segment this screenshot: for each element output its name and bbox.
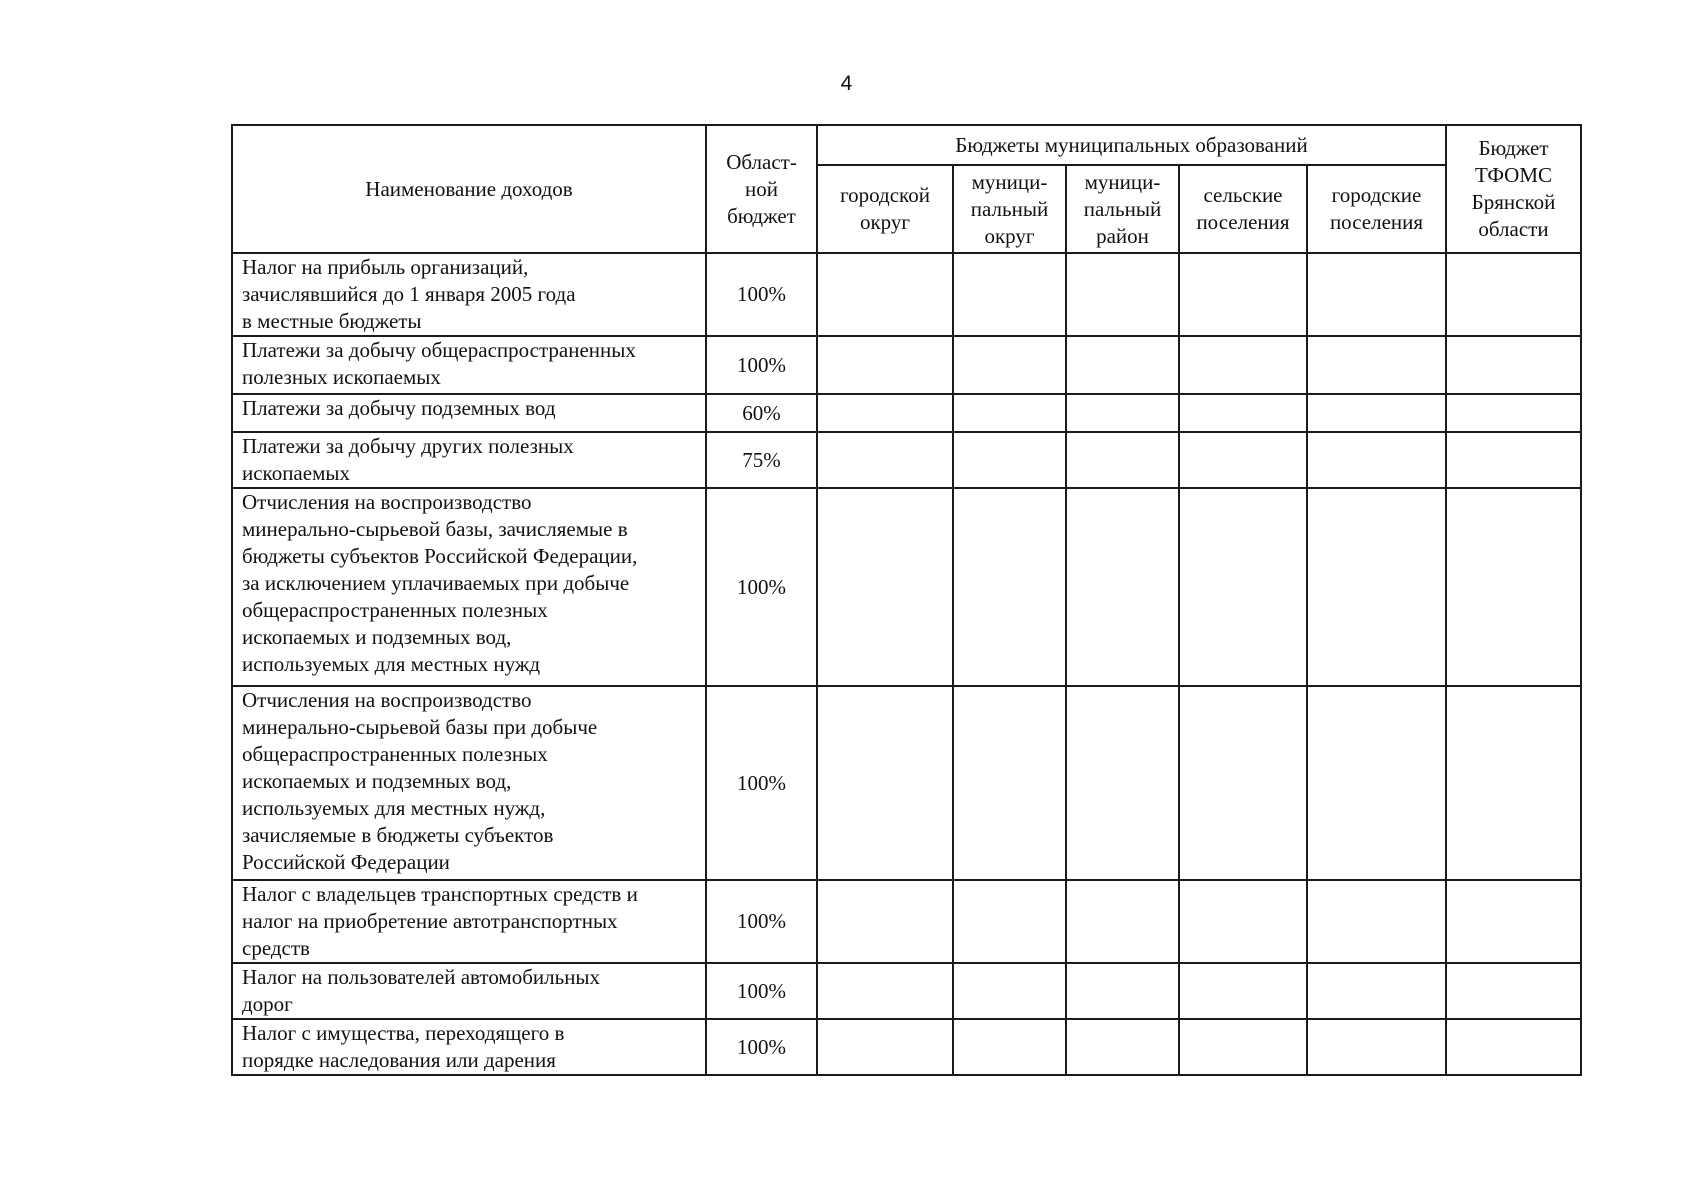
tfoms-budget-share-cell bbox=[1446, 253, 1581, 336]
municipal-budget-share-cell bbox=[1179, 686, 1307, 880]
municipal-budget-share-cell bbox=[1179, 336, 1307, 394]
revenue-name-line: Платежи за добычу других полезных bbox=[242, 434, 574, 458]
header-municipal-district bbox=[953, 165, 1066, 253]
municipal-budget-share-cell bbox=[817, 686, 953, 880]
revenue-name-line: используемых для местных нужд, bbox=[242, 796, 546, 820]
municipal-budget-share-cell bbox=[817, 394, 953, 432]
municipal-budget-share-cell bbox=[1066, 686, 1179, 880]
municipal-budget-share-cell bbox=[1307, 1019, 1446, 1075]
revenue-name-line: Налог с имущества, переходящего в bbox=[242, 1021, 565, 1045]
regional-budget-share-cell: 100% bbox=[706, 253, 817, 336]
revenue-name-line: бюджеты субъектов Российской Федерации, bbox=[242, 544, 638, 568]
table-body bbox=[232, 253, 1581, 1075]
municipal-budget-share-cell bbox=[953, 394, 1066, 432]
tfoms-budget-share-cell bbox=[1446, 488, 1581, 686]
revenue-name-line: ископаемых и подземных вод, bbox=[242, 625, 512, 649]
header-municipal-region-line: муници- bbox=[1084, 169, 1161, 194]
municipal-budget-share-cell bbox=[1066, 488, 1179, 686]
municipal-budget-share-cell bbox=[953, 686, 1066, 880]
municipal-budget-share-cell bbox=[1066, 963, 1179, 1019]
revenue-name-line: дорог bbox=[242, 992, 293, 1016]
revenue-name-line: порядке наследования или дарения bbox=[242, 1048, 556, 1072]
header-city-district bbox=[817, 165, 953, 253]
header-rural-settlements-line: сельские bbox=[1203, 183, 1283, 207]
municipal-budget-share-cell bbox=[817, 336, 953, 394]
regional-budget-share-cell: 100% bbox=[706, 963, 817, 1019]
regional-budget-share-cell: 100% bbox=[706, 686, 817, 880]
municipal-budget-share-cell bbox=[1179, 880, 1307, 963]
header-municipal-region-line: пальный bbox=[1083, 196, 1162, 221]
header-regional-budget bbox=[706, 125, 817, 253]
municipal-budget-share-cell bbox=[1179, 488, 1307, 686]
municipal-budget-share-cell bbox=[1307, 432, 1446, 488]
header-urban-settlements-line: городские bbox=[1331, 183, 1422, 207]
municipal-budget-share-cell bbox=[1066, 394, 1179, 432]
revenue-name-line: общераспространенных полезных bbox=[242, 742, 548, 766]
tfoms-budget-share-cell bbox=[1446, 394, 1581, 432]
municipal-budget-share-cell bbox=[1066, 253, 1179, 336]
header-regional-budget-line: ной bbox=[745, 176, 778, 201]
regional-budget-share-cell: 60% bbox=[706, 394, 817, 432]
regional-budget-share-cell: 100% bbox=[706, 880, 817, 963]
municipal-budget-share-cell bbox=[1307, 336, 1446, 394]
municipal-budget-share-cell bbox=[1307, 488, 1446, 686]
municipal-budget-share-cell bbox=[1179, 432, 1307, 488]
header-tfoms-line: Брянской bbox=[1471, 190, 1556, 214]
header-municipal-region bbox=[1066, 165, 1179, 253]
revenue-name-line: Отчисления на воспроизводство bbox=[242, 490, 532, 514]
revenue-name-line: зачислявшийся до 1 января 2005 года bbox=[242, 282, 576, 306]
regional-budget-share-cell: 100% bbox=[706, 488, 817, 686]
header-tfoms-budget bbox=[1446, 125, 1581, 253]
table-row bbox=[232, 963, 1581, 1019]
tfoms-budget-share-cell bbox=[1446, 963, 1581, 1019]
header-tfoms-line: области bbox=[1478, 217, 1549, 241]
revenue-name-line: общераспространенных полезных bbox=[242, 598, 548, 622]
revenue-name-cell bbox=[232, 963, 706, 1019]
header-municipal-budgets: Бюджеты муниципальных образований bbox=[817, 125, 1446, 165]
revenue-name-line: полезных ископаемых bbox=[242, 365, 441, 389]
municipal-budget-share-cell bbox=[817, 880, 953, 963]
municipal-budget-share-cell bbox=[817, 963, 953, 1019]
revenue-name-line: минерально-сырьевой базы при добыче bbox=[242, 715, 598, 739]
header-regional-budget-line: бюджет bbox=[727, 203, 796, 228]
header-municipal-district-line: округ bbox=[984, 223, 1035, 248]
table-header-row bbox=[232, 125, 1581, 165]
municipal-budget-share-cell bbox=[953, 336, 1066, 394]
tfoms-budget-share-cell bbox=[1446, 686, 1581, 880]
header-revenue-name: Наименование доходов bbox=[232, 125, 706, 253]
revenue-name-line: Платежи за добычу подземных вод bbox=[242, 396, 556, 420]
revenue-name-line: Российской Федерации bbox=[242, 850, 450, 874]
header-municipal-district-line: муници- bbox=[971, 169, 1048, 194]
municipal-budget-share-cell bbox=[1307, 686, 1446, 880]
municipal-budget-share-cell bbox=[953, 253, 1066, 336]
table-row bbox=[232, 880, 1581, 963]
revenue-name-line: зачисляемые в бюджеты субъектов bbox=[242, 823, 554, 847]
municipal-budget-share-cell bbox=[817, 432, 953, 488]
tfoms-budget-share-cell bbox=[1446, 432, 1581, 488]
table-row bbox=[232, 253, 1581, 336]
revenue-name-line: минерально-сырьевой базы, зачисляемые в bbox=[242, 517, 628, 541]
regional-budget-share-cell: 100% bbox=[706, 1019, 817, 1075]
revenue-name-cell bbox=[232, 880, 706, 963]
header-urban-settlements-line: поселения bbox=[1329, 210, 1424, 234]
municipal-budget-share-cell bbox=[817, 488, 953, 686]
municipal-budget-share-cell bbox=[1307, 963, 1446, 1019]
revenue-name-line: средств bbox=[242, 936, 310, 960]
municipal-budget-share-cell bbox=[953, 1019, 1066, 1075]
municipal-budget-share-cell bbox=[1307, 880, 1446, 963]
municipal-budget-share-cell bbox=[1066, 880, 1179, 963]
table-row bbox=[232, 336, 1581, 394]
table-row bbox=[232, 686, 1581, 880]
table-row bbox=[232, 432, 1581, 488]
tfoms-budget-share-cell bbox=[1446, 336, 1581, 394]
municipal-budget-share-cell bbox=[1307, 253, 1446, 336]
municipal-budget-share-cell bbox=[1066, 432, 1179, 488]
revenue-name-cell bbox=[232, 394, 706, 432]
table-row bbox=[232, 488, 1581, 686]
revenue-name-line: ископаемых и подземных вод, bbox=[242, 769, 512, 793]
revenue-name-cell bbox=[232, 488, 706, 686]
municipal-budget-share-cell bbox=[817, 1019, 953, 1075]
revenue-distribution-table bbox=[231, 124, 1582, 1076]
page-number: 4 bbox=[840, 72, 853, 95]
header-tfoms-line: Бюджет bbox=[1478, 136, 1549, 160]
header-regional-budget-line: Област- bbox=[726, 149, 797, 174]
revenue-name-line: за исключением уплачиваемых при добыче bbox=[242, 571, 630, 595]
revenue-name-cell bbox=[232, 336, 706, 394]
revenue-name-line: Налог на пользователей автомобильных bbox=[242, 965, 601, 989]
municipal-budget-share-cell bbox=[953, 432, 1066, 488]
revenue-name-cell bbox=[232, 1019, 706, 1075]
header-municipal-region-line: район bbox=[1096, 223, 1149, 248]
municipal-budget-share-cell bbox=[1179, 394, 1307, 432]
municipal-budget-share-cell bbox=[953, 880, 1066, 963]
municipal-budget-share-cell bbox=[1179, 963, 1307, 1019]
revenue-name-line: налог на приобретение автотранспортных bbox=[242, 909, 618, 933]
revenue-name-line: Платежи за добычу общераспространенных bbox=[242, 338, 636, 362]
municipal-budget-share-cell bbox=[953, 963, 1066, 1019]
municipal-budget-share-cell bbox=[1307, 394, 1446, 432]
revenue-name-cell bbox=[232, 432, 706, 488]
revenue-name-line: в местные бюджеты bbox=[242, 309, 422, 333]
header-rural-settlements-line: поселения bbox=[1196, 210, 1290, 234]
header-municipal-district-line: пальный bbox=[970, 196, 1049, 221]
header-city-district-line: округ bbox=[859, 210, 911, 234]
municipal-budget-share-cell bbox=[817, 253, 953, 336]
municipal-budget-share-cell bbox=[953, 488, 1066, 686]
tfoms-budget-share-cell bbox=[1446, 880, 1581, 963]
header-urban-settlements bbox=[1307, 165, 1446, 253]
regional-budget-share-cell: 100% bbox=[706, 336, 817, 394]
revenue-name-line: Налог на прибыль организаций, bbox=[242, 255, 529, 279]
table-row bbox=[232, 1019, 1581, 1075]
header-rural-settlements bbox=[1179, 165, 1307, 253]
regional-budget-share-cell: 75% bbox=[706, 432, 817, 488]
revenue-name-cell bbox=[232, 686, 706, 880]
table-row bbox=[232, 394, 1581, 432]
header-city-district-line: городской bbox=[840, 183, 930, 207]
municipal-budget-share-cell bbox=[1179, 1019, 1307, 1075]
tfoms-budget-share-cell bbox=[1446, 1019, 1581, 1075]
revenue-name-cell bbox=[232, 253, 706, 336]
revenue-name-line: используемых для местных нужд bbox=[242, 652, 541, 676]
municipal-budget-share-cell bbox=[1179, 253, 1307, 336]
revenue-name-line: Налог с владельцев транспортных средств и bbox=[242, 882, 638, 906]
revenue-name-line: ископаемых bbox=[242, 461, 350, 485]
revenue-name-line: Отчисления на воспроизводство bbox=[242, 688, 532, 712]
municipal-budget-share-cell bbox=[1066, 1019, 1179, 1075]
municipal-budget-share-cell bbox=[1066, 336, 1179, 394]
header-tfoms-line: ТФОМС bbox=[1474, 163, 1553, 187]
